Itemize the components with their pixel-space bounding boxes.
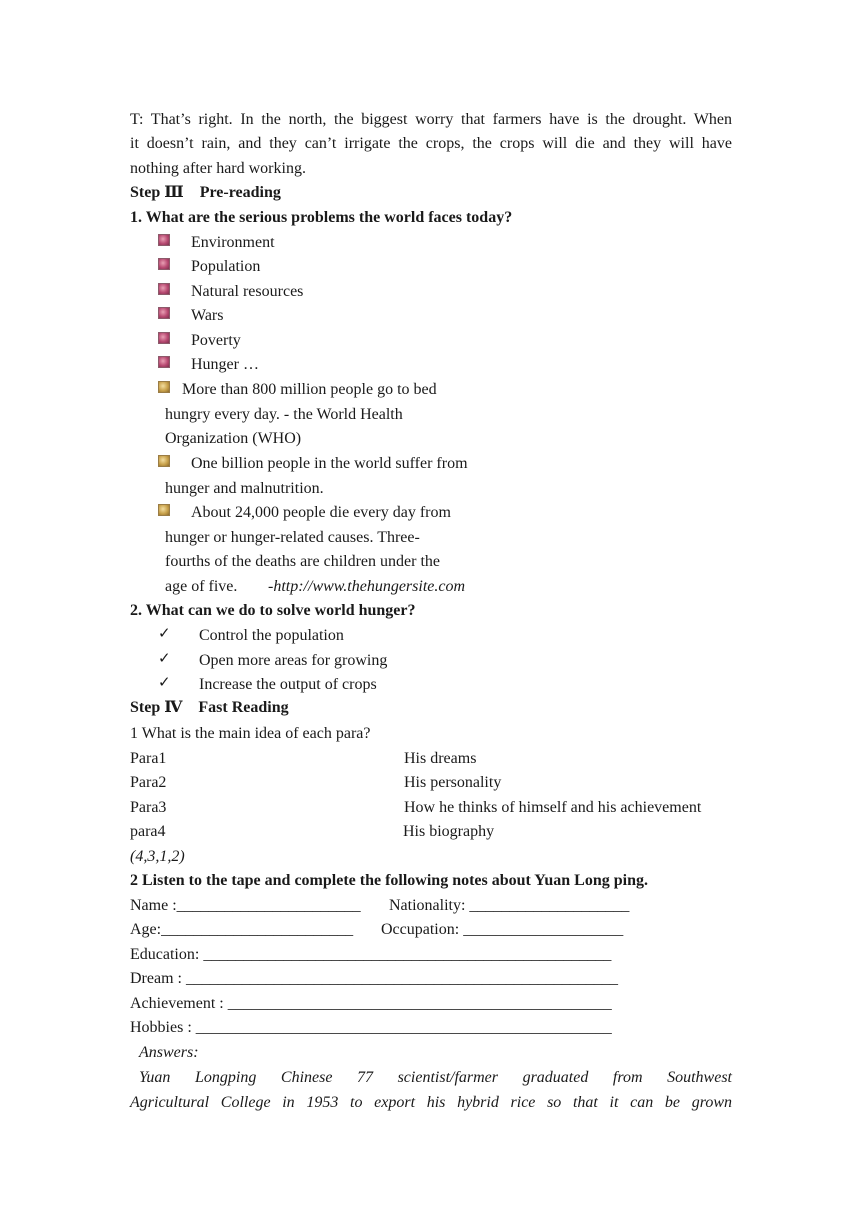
achievement-field: Achievement : ________________________________________________ [130,995,612,1012]
step3-title: Pre-reading [199,184,281,201]
fact-line: More than 800 million people go to bed [182,381,437,398]
checkmark-icon: ✓ [158,624,171,642]
fast-question: 1 What is the main idea of each para? [130,725,371,742]
fact-line: hunger or hunger-related causes. Three- [165,529,420,546]
pink-bullet-icon [158,356,170,368]
para-label: Para2 [130,774,167,791]
para-label: Para3 [130,799,167,816]
problem-item: Wars [191,307,224,324]
occupation-field: Occupation: ____________________ [381,921,624,938]
intro-line-1: T: That’s right. In the north, the biggest worry that farmers have is the drought. When [130,111,732,128]
pink-bullet-icon [158,307,170,319]
para-label: Para1 [130,750,167,767]
step4-title: Fast Reading [198,699,289,716]
fact-line: hunger and malnutrition. [165,480,324,497]
step4-heading [130,698,289,718]
question-2: 2. What can we do to solve world hunger? [130,602,416,619]
fact-line: hungry every day. - the World Health [165,406,403,423]
answers-line-2: Agricultural College in 1953 to export his hybrid rice so that it can be grown [130,1094,732,1111]
para-idea: His biography [403,823,495,840]
step3-heading [130,183,281,203]
step4-label: Step Ⅳ [130,699,183,716]
education-field: Education: ___________________________________________________ [130,946,612,963]
fact-line: Organization (WHO) [165,430,302,447]
para-idea: His dreams [404,750,477,767]
para-idea: How he thinks of himself and his achievement [404,799,702,816]
problem-item: Population [191,258,261,275]
answers-label: Answers: [139,1044,199,1061]
gold-bullet-icon [158,504,170,516]
fact-line: age of five. [165,578,238,595]
pink-bullet-icon [158,258,170,270]
para-idea: His personality [404,774,502,791]
step3-label: Step Ⅲ [130,184,184,201]
fast-answer: (4,3,1,2) [130,848,185,865]
solution-item: Open more areas for growing [199,652,388,669]
fact-source: -http://www.thehungersite.com [268,578,466,595]
gold-bullet-icon [158,455,170,467]
pink-bullet-icon [158,332,170,344]
hobbies-field: Hobbies : ____________________________________________________ [130,1019,612,1036]
intro-line-2: it doesn’t rain, and they can’t irrigate the crops, the crops will die and they will have [130,135,732,152]
problem-item: Natural resources [191,283,304,300]
problem-item: Environment [191,234,275,251]
problem-item: Hunger … [191,356,259,373]
fact-line: fourths of the deaths are children under the [165,553,441,570]
pink-bullet-icon [158,234,170,246]
question-1: 1. What are the serious problems the world faces today? [130,209,513,226]
listen-question: 2 Listen to the tape and complete the following notes about Yuan Long ping. [130,872,648,889]
pink-bullet-icon [158,283,170,295]
nationality-field: Nationality: ____________________ [389,897,630,914]
checkmark-icon: ✓ [158,673,171,691]
para-label: para4 [130,823,166,840]
gold-bullet-icon [158,381,170,393]
checkmark-icon: ✓ [158,649,171,667]
intro-line-3: nothing after hard working. [130,160,306,177]
age-field: Age:________________________ [130,921,354,938]
fact-line: About 24,000 people die every day from [191,504,451,521]
solution-item: Control the population [199,627,344,644]
fact-line: One billion people in the world suffer from [191,455,468,472]
dream-field: Dream : ______________________________________________________ [130,970,618,987]
name-field: Name :_______________________ [130,897,361,914]
solution-item: Increase the output of crops [199,676,377,693]
answers-line-1: Yuan Longping Chinese 77 scientist/farmer graduated from Southwest [139,1069,732,1086]
problem-item: Poverty [191,332,241,349]
